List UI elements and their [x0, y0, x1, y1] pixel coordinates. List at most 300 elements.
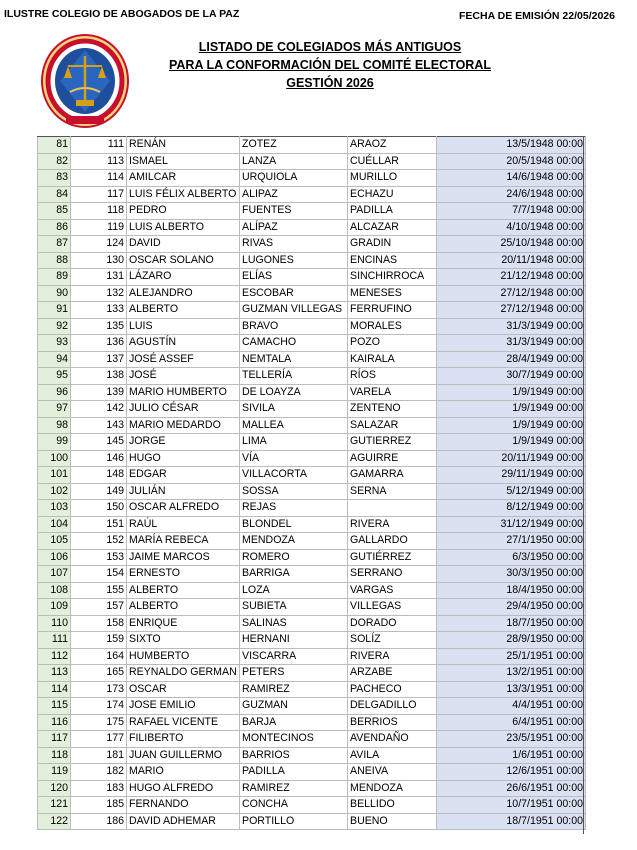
paternal-surname: FUENTES: [240, 203, 348, 220]
member-number: 114: [71, 170, 127, 187]
paternal-surname: URQUIOLA: [240, 170, 348, 187]
registration-date: 18/7/1950 00:00: [437, 615, 586, 632]
member-number: 164: [71, 648, 127, 665]
first-name: JAIME MARCOS: [127, 549, 240, 566]
table-row: [38, 549, 586, 566]
paternal-surname: PETERS: [240, 665, 348, 682]
registration-date: 6/4/1951 00:00: [437, 714, 586, 731]
registration-date: 25/10/1948 00:00: [437, 236, 586, 253]
table-row: [38, 648, 586, 665]
paternal-surname: MONTECINOS: [240, 731, 348, 748]
first-name: HUMBERTO: [127, 648, 240, 665]
row-index: 111: [38, 632, 71, 649]
first-name: RAFAEL VICENTE: [127, 714, 240, 731]
maternal-surname: PACHECO: [348, 681, 437, 698]
table-row: [38, 714, 586, 731]
row-index: 96: [38, 384, 71, 401]
registration-date: 1/6/1951 00:00: [437, 747, 586, 764]
maternal-surname: ANEIVA: [348, 764, 437, 781]
registration-date: 30/3/1950 00:00: [437, 566, 586, 583]
table-row: [38, 797, 586, 814]
paternal-surname: VÍA: [240, 450, 348, 467]
table-row: [38, 731, 586, 748]
table-row: [38, 764, 586, 781]
table-row: [38, 467, 586, 484]
member-number: 154: [71, 566, 127, 583]
registration-date: 31/3/1949 00:00: [437, 318, 586, 335]
paternal-surname: PADILLA: [240, 764, 348, 781]
table-row: [38, 780, 586, 797]
maternal-surname: MENESES: [348, 285, 437, 302]
table-row: [38, 269, 586, 286]
row-index: 114: [38, 681, 71, 698]
row-index: 82: [38, 153, 71, 170]
table-row: [38, 483, 586, 500]
row-index: 97: [38, 401, 71, 418]
member-number: 118: [71, 203, 127, 220]
member-number: 177: [71, 731, 127, 748]
first-name: RAÚL: [127, 516, 240, 533]
row-index: 99: [38, 434, 71, 451]
member-number: 139: [71, 384, 127, 401]
row-index: 120: [38, 780, 71, 797]
member-number: 143: [71, 417, 127, 434]
paternal-surname: BARRIOS: [240, 747, 348, 764]
table-row: [38, 747, 586, 764]
table-row: [38, 813, 586, 830]
table-row: [38, 170, 586, 187]
row-index: 115: [38, 698, 71, 715]
table-row: [38, 368, 586, 385]
maternal-surname: SERRANO: [348, 566, 437, 583]
paternal-surname: BRAVO: [240, 318, 348, 335]
row-index: 122: [38, 813, 71, 830]
row-index: 89: [38, 269, 71, 286]
row-index: 105: [38, 533, 71, 550]
row-index: 102: [38, 483, 71, 500]
table-row: [38, 665, 586, 682]
paternal-surname: SOSSA: [240, 483, 348, 500]
member-number: 145: [71, 434, 127, 451]
first-name: MARIO HUMBERTO: [127, 384, 240, 401]
row-index: 112: [38, 648, 71, 665]
member-number: 159: [71, 632, 127, 649]
first-name: ISMAEL: [127, 153, 240, 170]
maternal-surname: RIVERA: [348, 516, 437, 533]
title-line-3: GESTIÓN 2026: [286, 76, 374, 90]
registration-date: 27/12/1948 00:00: [437, 302, 586, 319]
first-name: HUGO: [127, 450, 240, 467]
member-number: 186: [71, 813, 127, 830]
row-index: 87: [38, 236, 71, 253]
maternal-surname: BUENO: [348, 813, 437, 830]
paternal-surname: ESCOBAR: [240, 285, 348, 302]
registration-date: 13/2/1951 00:00: [437, 665, 586, 682]
registration-date: 21/12/1948 00:00: [437, 269, 586, 286]
maternal-surname: GRADIN: [348, 236, 437, 253]
member-number: 131: [71, 269, 127, 286]
member-number: 148: [71, 467, 127, 484]
maternal-surname: FERRUFINO: [348, 302, 437, 319]
maternal-surname: CUÉLLAR: [348, 153, 437, 170]
member-number: 133: [71, 302, 127, 319]
table-row: [38, 599, 586, 616]
registration-date: 1/9/1949 00:00: [437, 401, 586, 418]
first-name: JUAN GUILLERMO: [127, 747, 240, 764]
member-number: 185: [71, 797, 127, 814]
college-seal-logo: [26, 32, 144, 130]
member-number: 146: [71, 450, 127, 467]
row-index: 119: [38, 764, 71, 781]
table-row: [38, 516, 586, 533]
maternal-surname: SINCHIRROCA: [348, 269, 437, 286]
member-number: 136: [71, 335, 127, 352]
registration-date: 31/12/1949 00:00: [437, 516, 586, 533]
maternal-surname: ENCINAS: [348, 252, 437, 269]
paternal-surname: GUZMAN VILLEGAS: [240, 302, 348, 319]
table-row: [38, 417, 586, 434]
row-index: 91: [38, 302, 71, 319]
row-index: 88: [38, 252, 71, 269]
registration-date: 20/5/1948 00:00: [437, 153, 586, 170]
first-name: JULIO CÉSAR: [127, 401, 240, 418]
registration-date: 30/7/1949 00:00: [437, 368, 586, 385]
first-name: ALBERTO: [127, 599, 240, 616]
maternal-surname: AVILA: [348, 747, 437, 764]
first-name: HUGO ALFREDO: [127, 780, 240, 797]
registration-date: 13/3/1951 00:00: [437, 681, 586, 698]
maternal-surname: MORALES: [348, 318, 437, 335]
registration-date: 1/9/1949 00:00: [437, 417, 586, 434]
first-name: PEDRO: [127, 203, 240, 220]
table-row: [38, 351, 586, 368]
row-index: 118: [38, 747, 71, 764]
registration-date: 31/3/1949 00:00: [437, 335, 586, 352]
paternal-surname: ZOTEZ: [240, 137, 348, 154]
first-name: OSCAR ALFREDO: [127, 500, 240, 517]
first-name: LÁZARO: [127, 269, 240, 286]
paternal-surname: BLONDEL: [240, 516, 348, 533]
maternal-surname: AVENDAÑO: [348, 731, 437, 748]
row-index: 94: [38, 351, 71, 368]
paternal-surname: RAMIREZ: [240, 780, 348, 797]
first-name: REYNALDO GERMAN: [127, 665, 240, 682]
first-name: FERNANDO: [127, 797, 240, 814]
paternal-surname: ALIPAZ: [240, 186, 348, 203]
row-index: 104: [38, 516, 71, 533]
row-index: 116: [38, 714, 71, 731]
first-name: JOSÉ ASSEF: [127, 351, 240, 368]
member-number: 132: [71, 285, 127, 302]
member-number: 142: [71, 401, 127, 418]
maternal-surname: VILLEGAS: [348, 599, 437, 616]
row-index: 81: [38, 137, 71, 154]
maternal-surname: RÍOS: [348, 368, 437, 385]
first-name: JOSÉ: [127, 368, 240, 385]
paternal-surname: LUGONES: [240, 252, 348, 269]
registration-date: 20/11/1949 00:00: [437, 450, 586, 467]
member-number: 150: [71, 500, 127, 517]
table-row: [38, 186, 586, 203]
registration-date: 29/4/1950 00:00: [437, 599, 586, 616]
paternal-surname: LIMA: [240, 434, 348, 451]
maternal-surname: ARZABE: [348, 665, 437, 682]
maternal-surname: VARELA: [348, 384, 437, 401]
maternal-surname: GUTIÉRREZ: [348, 549, 437, 566]
maternal-surname: MURILLO: [348, 170, 437, 187]
maternal-surname: DELGADILLO: [348, 698, 437, 715]
registration-date: 4/10/1948 00:00: [437, 219, 586, 236]
registration-date: 25/1/1951 00:00: [437, 648, 586, 665]
row-index: 83: [38, 170, 71, 187]
table-row: [38, 384, 586, 401]
registration-date: 5/12/1949 00:00: [437, 483, 586, 500]
first-name: JORGE: [127, 434, 240, 451]
paternal-surname: ROMERO: [240, 549, 348, 566]
registration-date: 6/3/1950 00:00: [437, 549, 586, 566]
maternal-surname: SERNA: [348, 483, 437, 500]
table-row: [38, 153, 586, 170]
title-line-1: LISTADO DE COLEGIADOS MÁS ANTIGUOS: [198, 40, 462, 54]
row-index: 86: [38, 219, 71, 236]
registration-date: 13/5/1948 00:00: [437, 137, 586, 154]
registration-date: 27/1/1950 00:00: [437, 533, 586, 550]
registration-date: 20/11/1948 00:00: [437, 252, 586, 269]
first-name: LUIS FÉLIX ALBERTO: [127, 186, 240, 203]
paternal-surname: MENDOZA: [240, 533, 348, 550]
table-row: [38, 401, 586, 418]
row-index: 109: [38, 599, 71, 616]
table-row: [38, 566, 586, 583]
issue-date: FECHA DE EMISIÓN 22/05/2026: [458, 10, 615, 22]
table-row: [38, 434, 586, 451]
maternal-surname: GUTIERREZ: [348, 434, 437, 451]
row-index: 106: [38, 549, 71, 566]
first-name: RENÁN: [127, 137, 240, 154]
paternal-surname: SUBIETA: [240, 599, 348, 616]
paternal-surname: VILLACORTA: [240, 467, 348, 484]
member-number: 117: [71, 186, 127, 203]
registration-date: 24/6/1948 00:00: [437, 186, 586, 203]
member-number: 165: [71, 665, 127, 682]
member-number: 111: [71, 137, 127, 154]
document-title: [150, 38, 510, 92]
first-name: DAVID: [127, 236, 240, 253]
paternal-surname: TELLERÍA: [240, 368, 348, 385]
table-row: [38, 236, 586, 253]
registration-date: 27/12/1948 00:00: [437, 285, 586, 302]
paternal-surname: REJAS: [240, 500, 348, 517]
member-number: 155: [71, 582, 127, 599]
paternal-surname: RAMIREZ: [240, 681, 348, 698]
paternal-surname: HERNANI: [240, 632, 348, 649]
maternal-surname: MENDOZA: [348, 780, 437, 797]
member-number: 138: [71, 368, 127, 385]
maternal-surname: AGUIRRE: [348, 450, 437, 467]
maternal-surname: [348, 500, 437, 517]
member-number: 183: [71, 780, 127, 797]
title-line-2: PARA LA CONFORMACIÓN DEL COMITÉ ELECTORAL: [169, 58, 491, 72]
table-right-border: [583, 136, 584, 834]
first-name: ALBERTO: [127, 302, 240, 319]
paternal-surname: SALINAS: [240, 615, 348, 632]
registration-date: 18/7/1951 00:00: [437, 813, 586, 830]
member-number: 181: [71, 747, 127, 764]
member-number: 151: [71, 516, 127, 533]
member-number: 158: [71, 615, 127, 632]
member-number: 149: [71, 483, 127, 500]
paternal-surname: PORTILLO: [240, 813, 348, 830]
paternal-surname: NEMTALA: [240, 351, 348, 368]
paternal-surname: GUZMAN: [240, 698, 348, 715]
first-name: MARIO: [127, 764, 240, 781]
paternal-surname: CONCHA: [240, 797, 348, 814]
registration-date: 18/4/1950 00:00: [437, 582, 586, 599]
paternal-surname: CAMACHO: [240, 335, 348, 352]
member-number: 124: [71, 236, 127, 253]
registration-date: 29/11/1949 00:00: [437, 467, 586, 484]
row-index: 98: [38, 417, 71, 434]
first-name: ENRIQUE: [127, 615, 240, 632]
first-name: AMILCAR: [127, 170, 240, 187]
registration-date: 26/6/1951 00:00: [437, 780, 586, 797]
first-name: LUIS: [127, 318, 240, 335]
first-name: DAVID ADHEMAR: [127, 813, 240, 830]
registration-date: 14/6/1948 00:00: [437, 170, 586, 187]
maternal-surname: DORADO: [348, 615, 437, 632]
table-row: [38, 500, 586, 517]
registration-date: 7/7/1948 00:00: [437, 203, 586, 220]
maternal-surname: POZO: [348, 335, 437, 352]
row-index: 107: [38, 566, 71, 583]
paternal-surname: DE LOAYZA: [240, 384, 348, 401]
member-number: 137: [71, 351, 127, 368]
row-index: 85: [38, 203, 71, 220]
row-index: 101: [38, 467, 71, 484]
row-index: 108: [38, 582, 71, 599]
table-row: [38, 450, 586, 467]
first-name: MARÍA REBECA: [127, 533, 240, 550]
maternal-surname: PADILLA: [348, 203, 437, 220]
registration-date: 8/12/1949 00:00: [437, 500, 586, 517]
row-index: 103: [38, 500, 71, 517]
paternal-surname: ALÍPAZ: [240, 219, 348, 236]
member-number: 175: [71, 714, 127, 731]
members-table: [37, 136, 586, 830]
first-name: FILIBERTO: [127, 731, 240, 748]
registration-date: 23/5/1951 00:00: [437, 731, 586, 748]
registration-date: 10/7/1951 00:00: [437, 797, 586, 814]
paternal-surname: VISCARRA: [240, 648, 348, 665]
member-number: 182: [71, 764, 127, 781]
table-row: [38, 681, 586, 698]
table-row: [38, 335, 586, 352]
paternal-surname: LANZA: [240, 153, 348, 170]
table-row: [38, 615, 586, 632]
maternal-surname: SALAZAR: [348, 417, 437, 434]
row-index: 110: [38, 615, 71, 632]
paternal-surname: BARRIGA: [240, 566, 348, 583]
registration-date: 28/9/1950 00:00: [437, 632, 586, 649]
maternal-surname: ECHAZU: [348, 186, 437, 203]
table-row: [38, 219, 586, 236]
row-index: 113: [38, 665, 71, 682]
maternal-surname: GAMARRA: [348, 467, 437, 484]
first-name: OSCAR SOLANO: [127, 252, 240, 269]
table-row: [38, 137, 586, 154]
table-row: [38, 632, 586, 649]
paternal-surname: BARJA: [240, 714, 348, 731]
maternal-surname: SOLÍZ: [348, 632, 437, 649]
member-number: 153: [71, 549, 127, 566]
member-number: 135: [71, 318, 127, 335]
maternal-surname: VARGAS: [348, 582, 437, 599]
member-number: 174: [71, 698, 127, 715]
first-name: LUIS ALBERTO: [127, 219, 240, 236]
maternal-surname: KAIRALA: [348, 351, 437, 368]
member-number: 152: [71, 533, 127, 550]
maternal-surname: BELLIDO: [348, 797, 437, 814]
first-name: JOSE EMILIO: [127, 698, 240, 715]
registration-date: 28/4/1949 00:00: [437, 351, 586, 368]
row-index: 100: [38, 450, 71, 467]
table-row: [38, 252, 586, 269]
maternal-surname: ARAOZ: [348, 137, 437, 154]
first-name: EDGAR: [127, 467, 240, 484]
first-name: ALBERTO: [127, 582, 240, 599]
row-index: 84: [38, 186, 71, 203]
first-name: JULIÁN: [127, 483, 240, 500]
maternal-surname: GALLARDO: [348, 533, 437, 550]
registration-date: 12/6/1951 00:00: [437, 764, 586, 781]
paternal-surname: RIVAS: [240, 236, 348, 253]
registration-date: 1/9/1949 00:00: [437, 434, 586, 451]
member-number: 157: [71, 599, 127, 616]
row-index: 121: [38, 797, 71, 814]
paternal-surname: SIVILA: [240, 401, 348, 418]
registration-date: 1/9/1949 00:00: [437, 384, 586, 401]
row-index: 95: [38, 368, 71, 385]
table-row: [38, 318, 586, 335]
paternal-surname: ELÍAS: [240, 269, 348, 286]
organization-name: ILUSTRE COLEGIO DE ABOGADOS DE LA PAZ: [4, 8, 240, 20]
table-row: [38, 582, 586, 599]
table-row: [38, 533, 586, 550]
member-number: 173: [71, 681, 127, 698]
maternal-surname: RIVERA: [348, 648, 437, 665]
first-name: ALEJANDRO: [127, 285, 240, 302]
table-row: [38, 203, 586, 220]
member-number: 113: [71, 153, 127, 170]
first-name: SIXTO: [127, 632, 240, 649]
row-index: 92: [38, 318, 71, 335]
row-index: 117: [38, 731, 71, 748]
maternal-surname: BERRIOS: [348, 714, 437, 731]
first-name: MARIO MEDARDO: [127, 417, 240, 434]
row-index: 90: [38, 285, 71, 302]
maternal-surname: ZENTENO: [348, 401, 437, 418]
table-row: [38, 302, 586, 319]
member-number: 119: [71, 219, 127, 236]
table-row: [38, 698, 586, 715]
row-index: 93: [38, 335, 71, 352]
registration-date: 4/4/1951 00:00: [437, 698, 586, 715]
first-name: ERNESTO: [127, 566, 240, 583]
paternal-surname: MALLEA: [240, 417, 348, 434]
first-name: AGUSTÍN: [127, 335, 240, 352]
maternal-surname: ALCAZAR: [348, 219, 437, 236]
table-row: [38, 285, 586, 302]
